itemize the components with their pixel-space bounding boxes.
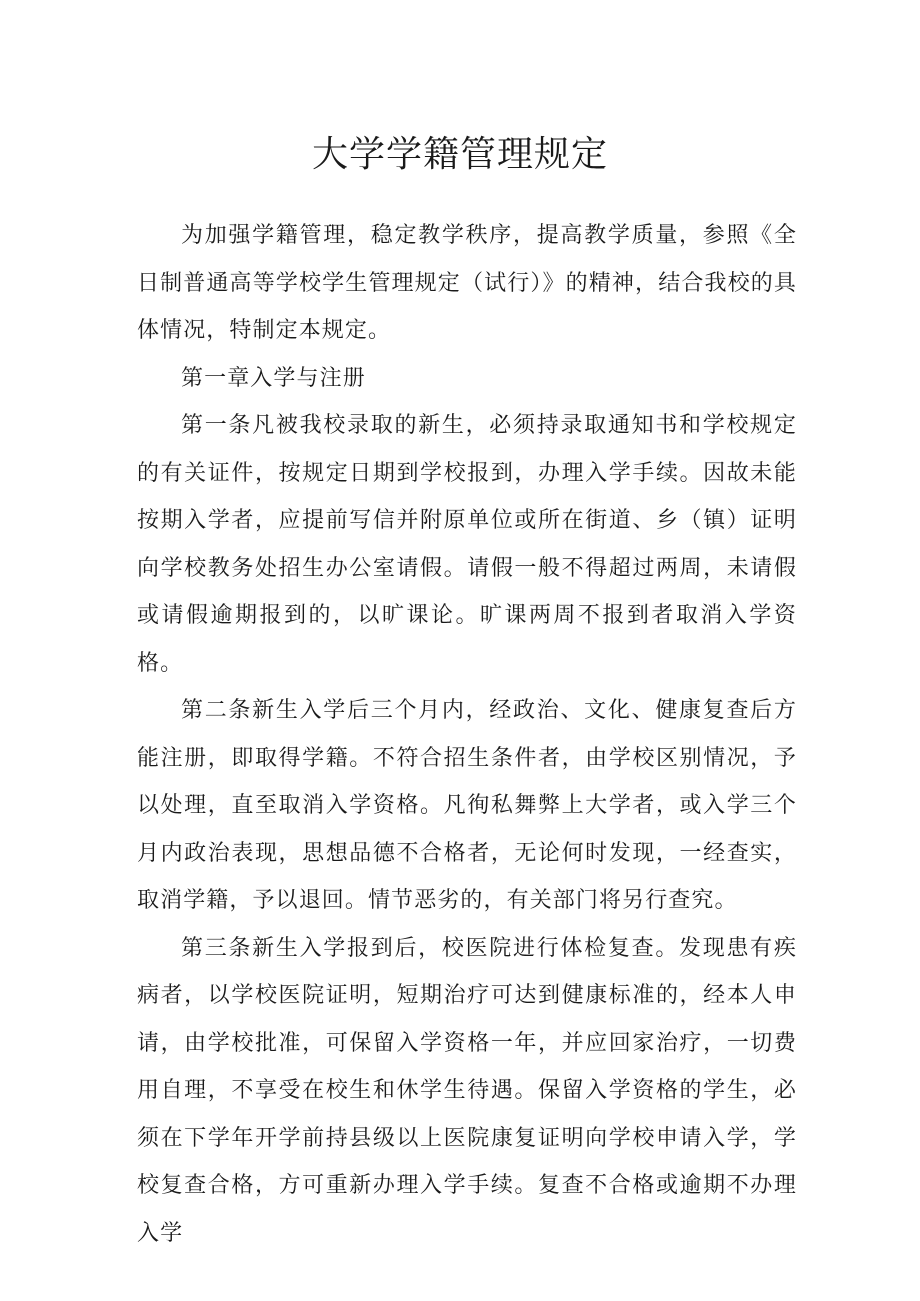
article-1-paragraph: 第一条凡被我校录取的新生，必须持录取通知书和学校规定的有关证件，按规定日期到学校报到，办理入学手续。因故未能按期入学者，应提前写信并附原单位或所在街道、乡（镇）证明向学校教务处招生办公室请假。请假一般不得超过两周，未请假或请假逾期报到的，以旷课论。旷课两周不报到者取消入学资格。 [137,413,797,676]
document-title: 大学学籍管理规定 [311,134,608,175]
document-body [137,212,797,1257]
chapter-heading: 第一章入学与注册 [181,365,366,391]
article-3-paragraph: 第三条新生入学报到后，校医院进行体检复查。发现患有疾病者，以学校医院证明，短期治疗可达到健康标准的，经本人申请，由学校批准，可保留入学资格一年，并应回家治疗，一切费用自理，不享受在校生和休学生待遇。保留入学资格的学生，必须在下学年开学前持县级以上医院康复证明向学校申请入学，学校复查合格，方可重新办理入学手续。复查不合格或逾期不办理入学 [137,935,797,1246]
intro-paragraph: 为加强学籍管理，稳定教学秩序，提高教学质量，参照《全日制普通高等学校学生管理规定（试行）》的精神，结合我校的具体情况，特制定本规定。 [137,223,797,343]
article-2-paragraph: 第二条新生入学后三个月内，经政治、文化、健康复查后方能注册，即取得学籍。不符合招生条件者，由学校区别情况，予以处理，直至取消入学资格。凡徇私舞弊上大学者，或入学三个月内政治表现，思想品德不合格者，无论何时发现，一经查实，取消学籍，予以退回。情节恶劣的，有关部门将另行查究。 [137,698,797,913]
